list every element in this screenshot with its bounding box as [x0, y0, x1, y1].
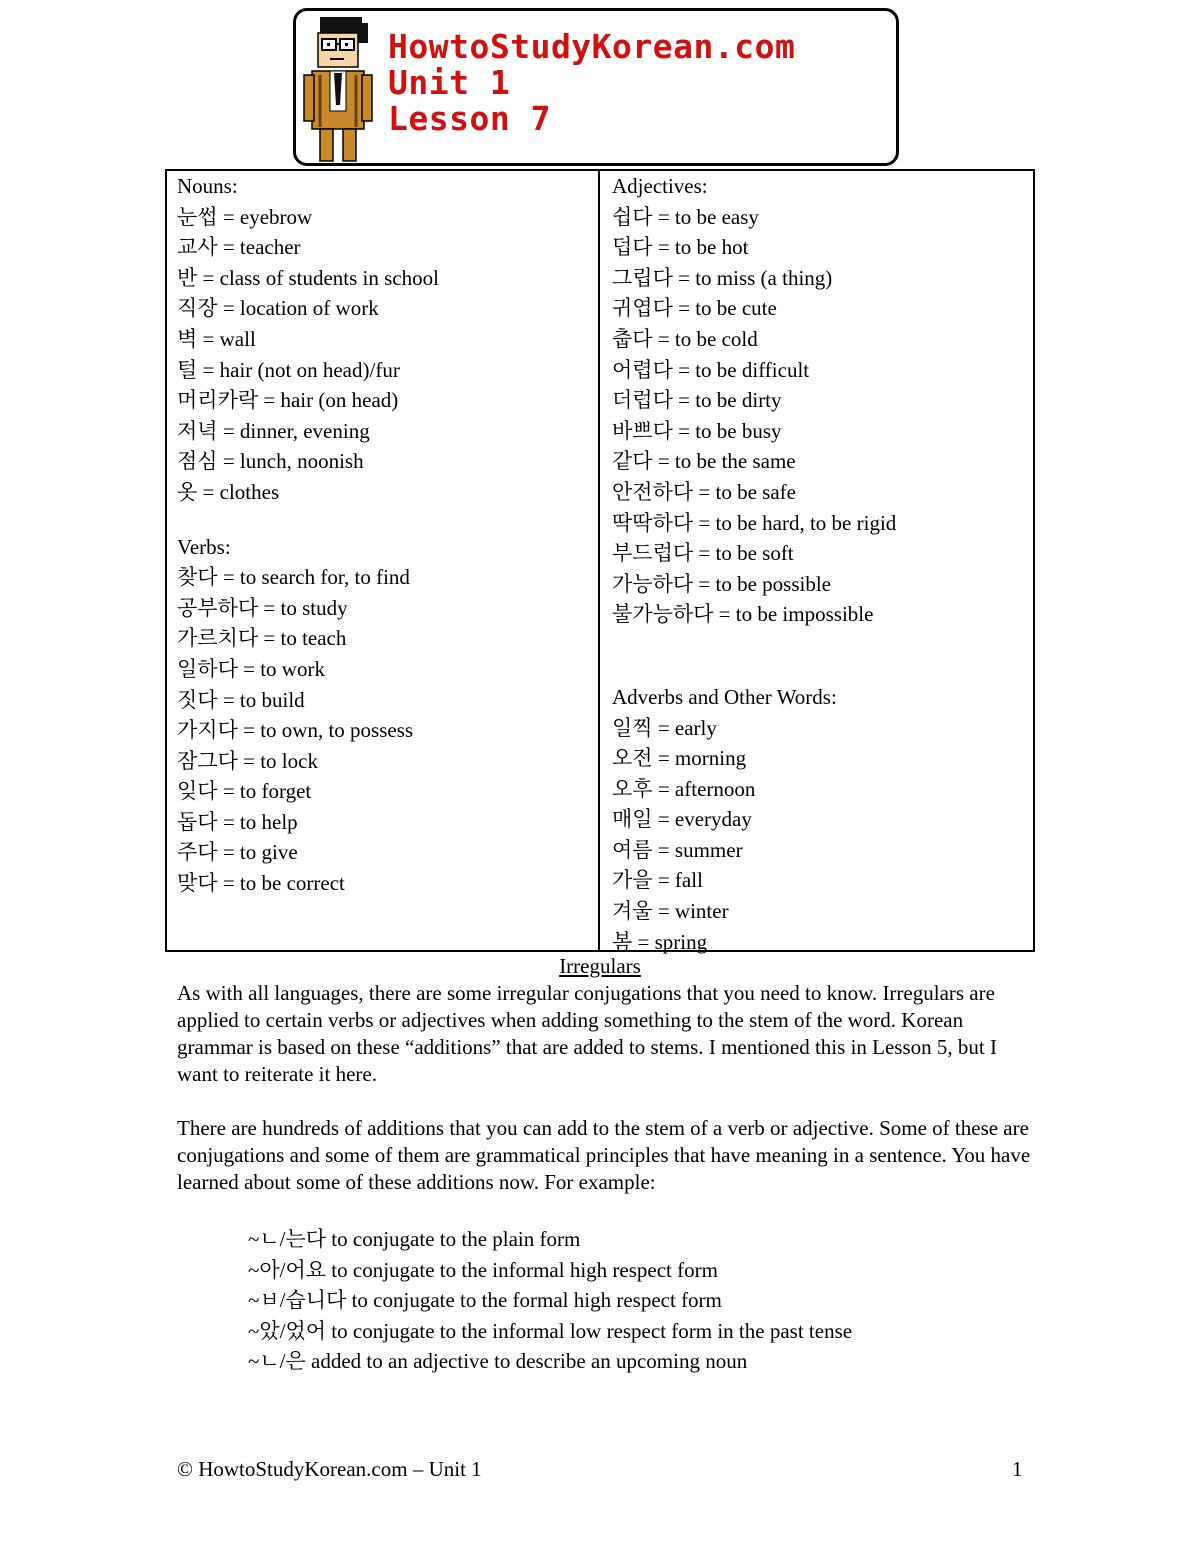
noun-item: 머리카락 = hair (on head) — [177, 388, 399, 413]
unit-label: Unit 1 — [388, 63, 511, 102]
column-divider — [598, 171, 600, 950]
example-item: ~아/어요 to conjugate to the informal high respect form — [248, 1257, 718, 1282]
site-name: HowtoStudyKorean.com — [388, 27, 796, 66]
adjective-item: 귀엽다 = to be cute — [612, 296, 777, 321]
adjective-item: 쉽다 = to be easy — [612, 204, 759, 229]
right-column — [612, 171, 896, 957]
noun-item: 털 = hair (not on head)/fur — [177, 357, 400, 382]
example-item: ~았/었어 to conjugate to the informal low respect form in the past tense — [248, 1318, 853, 1343]
verb-item: 잠그다 = to lock — [177, 748, 318, 773]
noun-item: 점심 = lunch, noonish — [177, 449, 364, 474]
adjective-item: 불가능하다 = to be impossible — [612, 602, 874, 627]
vocabulary-table — [165, 169, 1035, 952]
noun-item: 벽 = wall — [177, 326, 256, 351]
examples-list — [248, 1224, 852, 1377]
irregulars-paragraph-2: There are hundreds of additions that you can add to the stem of a verb or adjective. Some of these are conjugations and some of them are grammatical principles that have meaning in a sentence. You have learned about some of these additions now. For example: — [177, 1116, 1031, 1194]
verb-item: 가르치다 = to teach — [177, 626, 347, 651]
adverb-item: 일찍 = early — [612, 715, 717, 740]
example-item: ~ㅂ/습니다 to conjugate to the formal high respect form — [248, 1288, 722, 1313]
adjective-item: 바쁘다 = to be busy — [612, 418, 782, 443]
verb-item: 맞다 = to be correct — [177, 871, 345, 896]
verbs-heading: Verbs: — [177, 534, 231, 559]
adjectives-heading: Adjectives: — [612, 174, 708, 198]
adverb-item: 겨울 = winter — [612, 899, 729, 924]
adjective-item: 어렵다 = to be difficult — [612, 357, 810, 382]
adverb-item: 오후 = afternoon — [612, 776, 756, 801]
adverb-item: 오전 = morning — [612, 746, 747, 771]
adjective-item: 가능하다 = to be possible — [612, 571, 831, 596]
noun-item: 직장 = location of work — [177, 296, 379, 321]
noun-item: 저녁 = dinner, evening — [177, 418, 370, 443]
adjective-item: 춥다 = to be cold — [612, 326, 758, 351]
mascot-illustration — [300, 13, 378, 163]
noun-item: 교사 = teacher — [177, 235, 301, 260]
verb-item: 짓다 = to build — [177, 687, 305, 712]
irregulars-paragraph-1: As with all languages, there are some irregular conjugations that you need to know. Irregulars are applied to certain verbs or adjectives when adding something to the stem of the word. Korean grammar is based on these “additions” that are added to stems. I mentioned this in Lesson 5, but I want to reiterate it here. — [177, 981, 997, 1086]
header-banner — [293, 8, 899, 166]
adjective-item: 그립다 = to miss (a thing) — [612, 265, 833, 290]
left-column — [177, 171, 439, 899]
noun-item: 옷 = clothes — [177, 479, 280, 504]
adjective-item: 더럽다 = to be dirty — [612, 388, 782, 413]
adjective-item: 부드럽다 = to be soft — [612, 541, 794, 566]
example-item: ~ㄴ/은 added to an adjective to describe an upcoming noun — [248, 1349, 748, 1374]
adverb-item: 가을 = fall — [612, 868, 703, 893]
noun-item: 반 = class of students in school — [177, 265, 439, 290]
banner-title — [388, 29, 795, 137]
verb-item: 잊다 = to forget — [177, 779, 312, 804]
verb-item: 가지다 = to own, to possess — [177, 718, 414, 743]
irregulars-title: Irregulars — [559, 954, 641, 978]
verb-item: 돕다 = to help — [177, 809, 298, 834]
adverbs-heading: Adverbs and Other Words: — [612, 684, 837, 709]
footer-copyright: © HowtoStudyKorean.com – Unit 1 — [177, 1457, 482, 1481]
nouns-heading: Nouns: — [177, 174, 238, 198]
noun-item: 눈썹 = eyebrow — [177, 204, 313, 229]
lesson-label: Lesson 7 — [388, 99, 551, 138]
adjective-item: 딱딱하다 = to be hard, to be rigid — [612, 510, 897, 535]
verb-item: 주다 = to give — [177, 840, 298, 865]
verb-item: 공부하다 = to study — [177, 595, 348, 620]
page-number: 1 — [1012, 1457, 1023, 1481]
adverb-item: 봄 = spring — [612, 929, 708, 954]
adjective-item: 같다 = to be the same — [612, 449, 796, 474]
adverb-item: 여름 = summer — [612, 837, 743, 862]
verb-item: 일하다 = to work — [177, 656, 325, 681]
adverb-item: 매일 = everyday — [612, 807, 752, 832]
example-item: ~ㄴ/는다 to conjugate to the plain form — [248, 1227, 581, 1251]
verb-item: 찾다 = to search for, to find — [177, 565, 410, 590]
adjective-item: 덥다 = to be hot — [612, 235, 749, 260]
adjective-item: 안전하다 = to be safe — [612, 479, 796, 504]
